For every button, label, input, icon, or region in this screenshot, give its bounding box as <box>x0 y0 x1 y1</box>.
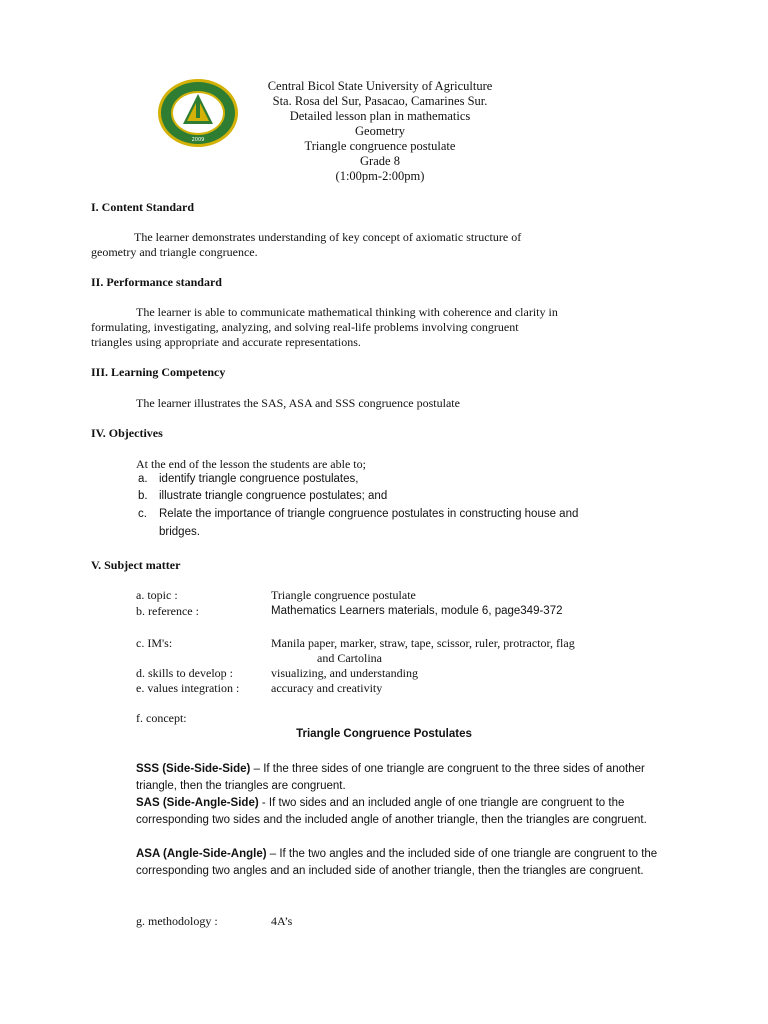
postulate-sas <box>136 795 676 829</box>
objective-item: Relate the importance of triangle congruence postulates in constructing house and <box>159 508 579 520</box>
subject-matter-label: c. IM's: <box>136 636 173 650</box>
university-address: Sta. Rosa del Sur, Pasacao, Camarines Sur. <box>272 94 488 108</box>
section-heading-performance-standard: II. Performance standard <box>91 275 222 289</box>
objective-item: illustrate triangle congruence postulates; and <box>159 490 388 502</box>
document-type: Detailed lesson plan in mathematics <box>289 109 471 123</box>
content-standard-text-line: geometry and triangle congruence. <box>91 245 258 259</box>
subject-matter-value-continued: and Cartolina <box>317 651 382 665</box>
subject: Geometry <box>355 124 405 138</box>
methodology-label: g. methodology : <box>136 914 218 928</box>
postulate-definition: If two sides and an included angle of one triangle are congruent to the corresponding two sides and the included angle of another triangle, then the triangles are congruent. <box>136 797 647 826</box>
grade-level: Grade 8 <box>360 154 400 168</box>
concept-label: f. concept: <box>136 711 187 725</box>
subject-matter-label: e. values integration : <box>136 681 240 695</box>
objectives-intro: At the end of the lesson the students are able to; <box>136 457 366 471</box>
performance-standard-text-line: triangles using appropriate and accurate representations. <box>91 335 361 349</box>
concept-title: Triangle Congruence Postulates <box>296 728 472 740</box>
section-heading-learning-competency: III. Learning Competency <box>91 365 226 379</box>
section-heading-subject-matter: V. Subject matter <box>91 558 181 572</box>
postulate-term: SSS (Side-Side-Side) <box>136 763 251 775</box>
postulate-definition: If the three sides of one triangle are congruent to the three sides of another triangle, then the triangles are congruent. <box>136 763 645 792</box>
postulate-separator: - <box>258 797 269 809</box>
subject-matter-value: Manila paper, marker, straw, tape, scissor, ruler, protractor, flag <box>271 636 575 650</box>
university-name: Central Bicol State University of Agriculture <box>267 79 493 93</box>
postulate-separator: – <box>266 848 280 860</box>
section-heading-content-standard: I. Content Standard <box>91 200 195 214</box>
objective-item-continued: bridges. <box>159 526 200 538</box>
content-standard-text-line: The learner demonstrates understanding of key concept of axiomatic structure of <box>134 230 522 244</box>
postulate-sss <box>136 761 676 795</box>
objective-marker: a. <box>138 473 148 485</box>
objective-marker: c. <box>138 508 147 520</box>
subject-matter-label: a. topic : <box>136 588 178 602</box>
svg-text:2009: 2009 <box>191 137 205 143</box>
subject-matter-value: Triangle congruence postulate <box>271 588 416 602</box>
subject-matter-value: visualizing, and understanding <box>271 666 418 680</box>
postulate-asa <box>136 846 676 880</box>
objective-marker: b. <box>138 490 148 502</box>
postulate-term: SAS (Side-Angle-Side) <box>136 797 259 809</box>
subject-matter-label: d. skills to develop : <box>136 666 233 680</box>
schedule: (1:00pm-2:00pm) <box>335 169 425 183</box>
subject-matter-value: accuracy and creativity <box>271 681 383 695</box>
methodology-value: 4A’s <box>271 914 293 928</box>
subject-matter-label: b. reference : <box>136 604 199 618</box>
subject-matter-value: Mathematics Learners materials, module 6, page349-372 <box>271 605 563 617</box>
learning-competency-text: The learner illustrates the SAS, ASA and SSS congruence postulate <box>136 396 460 410</box>
performance-standard-text-line: formulating, investigating, analyzing, and solving real-life problems involving congruent <box>91 320 519 334</box>
section-heading-objectives: IV. Objectives <box>91 426 163 440</box>
performance-standard-text-line: The learner is able to communicate mathematical thinking with coherence and clarity in <box>136 305 558 319</box>
postulate-definition: If the two angles and the included side of one triangle are congruent to the corresponding two angles and an included side of another triangle, then the triangles are congruent. <box>136 848 658 877</box>
objective-item: identify triangle congruence postulates, <box>159 473 359 485</box>
postulate-term: ASA (Angle-Side-Angle) <box>136 848 267 860</box>
lesson-topic: Triangle congruence postulate <box>304 139 456 153</box>
postulate-separator: – <box>250 763 264 775</box>
